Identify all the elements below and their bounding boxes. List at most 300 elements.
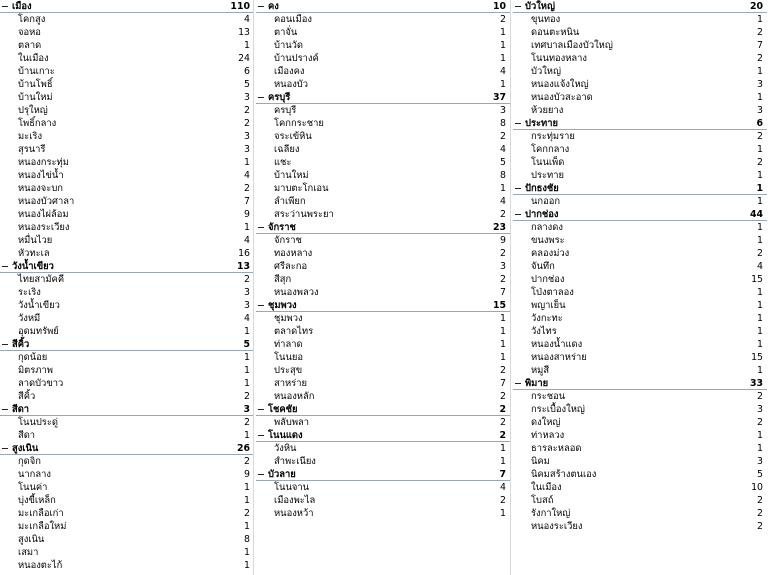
district-name: สีคิ้ว [12, 339, 30, 350]
subdistrict-count: 5 [244, 79, 250, 90]
subdistrict-count: 1 [500, 456, 506, 467]
subdistrict-count: 4 [244, 14, 250, 25]
subdistrict-row [256, 13, 510, 26]
subdistrict-row [513, 312, 767, 325]
subdistrict-count: 5 [500, 157, 506, 168]
subdistrict-name: เทศบาลเมืองบัวใหญ่ [531, 40, 613, 51]
subdistrict-row [513, 455, 767, 468]
district-header[interactable] [256, 299, 510, 312]
subdistrict-name: หนองจะบก [18, 183, 63, 194]
subdistrict-row [256, 455, 510, 468]
subdistrict-row [0, 325, 254, 338]
subdistrict-name: โนนจาน [274, 482, 310, 493]
subdistrict-row [513, 260, 767, 273]
district-header[interactable] [256, 0, 510, 13]
subdistrict-name: ตลาดไทร [274, 326, 314, 337]
subdistrict-name: โนนประดู่ [18, 417, 58, 428]
subdistrict-row [513, 520, 767, 533]
district-total: 20 [749, 1, 763, 12]
subdistrict-row [256, 377, 510, 390]
subdistrict-name: สีคิ้ว [18, 391, 36, 402]
district-header[interactable] [256, 91, 510, 104]
subdistrict-row [256, 182, 510, 195]
subdistrict-row [0, 78, 254, 91]
subdistrict-count: 4 [500, 196, 506, 207]
subdistrict-count: 2 [500, 209, 506, 220]
collapse-minus-icon[interactable] [515, 3, 521, 9]
pivot-column-2 [256, 0, 510, 520]
subdistrict-row [0, 312, 254, 325]
subdistrict-count: 1 [500, 326, 506, 337]
subdistrict-count: 7 [244, 196, 250, 207]
subdistrict-count: 2 [500, 131, 506, 142]
subdistrict-count: 1 [757, 430, 763, 441]
subdistrict-name: นากลาง [18, 469, 51, 480]
subdistrict-row [513, 390, 767, 403]
subdistrict-name: เฉลียง [274, 144, 300, 155]
collapse-minus-icon[interactable] [515, 380, 521, 386]
subdistrict-count: 1 [244, 326, 250, 337]
subdistrict-name: บ้านวัด [274, 40, 303, 51]
subdistrict-name: หนองหว้า [274, 508, 314, 519]
subdistrict-name: ตาจั่น [274, 27, 298, 38]
subdistrict-row [256, 494, 510, 507]
district-name: บัวลาย [268, 469, 296, 480]
subdistrict-count: 2 [500, 417, 506, 428]
district-header[interactable] [256, 403, 510, 416]
subdistrict-name: สีสุก [274, 274, 292, 285]
collapse-minus-icon[interactable] [258, 94, 264, 100]
subdistrict-count: 1 [244, 378, 250, 389]
subdistrict-name: หัวทะเล [18, 248, 50, 259]
district-name: พิมาย [525, 378, 549, 389]
subdistrict-name: ดอนตะหนิน [531, 27, 580, 38]
subdistrict-count: 1 [500, 27, 506, 38]
collapse-minus-icon[interactable] [2, 406, 8, 412]
subdistrict-row [0, 13, 254, 26]
district-name: ปักธงชัย [525, 183, 559, 194]
subdistrict-count: 1 [244, 560, 250, 571]
subdistrict-count: 1 [757, 92, 763, 103]
subdistrict-row [513, 247, 767, 260]
subdistrict-row [0, 416, 254, 429]
subdistrict-count: 4 [244, 235, 250, 246]
subdistrict-row [0, 91, 254, 104]
district-total: 44 [749, 209, 763, 220]
subdistrict-count: 2 [500, 495, 506, 506]
subdistrict-count: 1 [757, 313, 763, 324]
subdistrict-name: ครบุรี [274, 105, 297, 116]
subdistrict-name: หนองระเวียง [18, 222, 70, 233]
subdistrict-name: บัวใหญ่ [531, 66, 561, 77]
subdistrict-count: 2 [500, 248, 506, 259]
subdistrict-name: โคกกระชาย [274, 118, 324, 129]
subdistrict-count: 24 [238, 53, 250, 64]
subdistrict-count: 1 [244, 521, 250, 532]
subdistrict-name: นิคมสร้างตนเอง [531, 469, 597, 480]
subdistrict-name: หนองระเวียง [531, 521, 583, 532]
subdistrict-name: ในเมือง [531, 482, 562, 493]
subdistrict-count: 1 [757, 170, 763, 181]
district-header[interactable] [256, 221, 510, 234]
collapse-minus-icon[interactable] [258, 471, 264, 477]
subdistrict-row [0, 156, 254, 169]
subdistrict-row [0, 299, 254, 312]
district-header[interactable] [0, 260, 254, 273]
subdistrict-row [0, 182, 254, 195]
district-total: 1 [756, 183, 763, 194]
subdistrict-row [256, 65, 510, 78]
subdistrict-row [513, 338, 767, 351]
subdistrict-row [0, 39, 254, 52]
district-name: โนนแดง [268, 430, 303, 441]
subdistrict-row [513, 156, 767, 169]
subdistrict-count: 2 [757, 27, 763, 38]
subdistrict-name: หนองหลัก [274, 391, 315, 402]
subdistrict-row [0, 507, 254, 520]
collapse-minus-icon[interactable] [258, 406, 264, 412]
district-total: 37 [492, 92, 506, 103]
subdistrict-row [256, 351, 510, 364]
subdistrict-row [0, 468, 254, 481]
subdistrict-name: สระว่านพระยา [274, 209, 334, 220]
district-header[interactable] [0, 442, 254, 455]
subdistrict-name: จอหอ [18, 27, 41, 38]
subdistrict-name: หมูสี [531, 365, 550, 376]
subdistrict-count: 1 [500, 443, 506, 454]
subdistrict-name: บ้านใหม่ [274, 170, 309, 181]
subdistrict-count: 2 [500, 14, 506, 25]
subdistrict-count: 1 [757, 443, 763, 454]
subdistrict-name: หมื่นไวย [18, 235, 53, 246]
subdistrict-count: 1 [757, 14, 763, 25]
pivot-column-1 [0, 0, 254, 572]
subdistrict-row [256, 286, 510, 299]
district-header[interactable] [0, 0, 254, 13]
subdistrict-row [256, 390, 510, 403]
district-name: ประทาย [525, 118, 558, 129]
subdistrict-count: 1 [757, 144, 763, 155]
subdistrict-name: พญาเย็น [531, 300, 566, 311]
subdistrict-count: 2 [757, 131, 763, 142]
subdistrict-row [0, 104, 254, 117]
subdistrict-row [256, 325, 510, 338]
subdistrict-count: 3 [244, 300, 250, 311]
subdistrict-name: ปากช่อง [531, 274, 565, 285]
subdistrict-name: ไทยสามัคคี [18, 274, 65, 285]
subdistrict-name: มาบตะโกเอน [274, 183, 329, 194]
subdistrict-row [0, 52, 254, 65]
subdistrict-name: สำพะเนียง [274, 456, 316, 467]
subdistrict-row [0, 546, 254, 559]
subdistrict-row [0, 195, 254, 208]
subdistrict-row [256, 273, 510, 286]
collapse-minus-icon[interactable] [258, 432, 264, 438]
subdistrict-name: หนองน้ำแดง [531, 339, 583, 350]
subdistrict-row [256, 117, 510, 130]
subdistrict-name: กระทุ่มราย [531, 131, 575, 142]
subdistrict-row [256, 364, 510, 377]
subdistrict-count: 7 [500, 287, 506, 298]
district-total: 5 [243, 339, 250, 350]
subdistrict-count: 9 [244, 209, 250, 220]
subdistrict-count: 8 [500, 118, 506, 129]
subdistrict-count: 3 [244, 287, 250, 298]
subdistrict-row [513, 195, 767, 208]
subdistrict-name: มะเริง [18, 131, 43, 142]
subdistrict-name: ท่าหลวง [531, 430, 565, 441]
subdistrict-count: 2 [244, 183, 250, 194]
subdistrict-count: 2 [757, 391, 763, 402]
subdistrict-count: 3 [500, 261, 506, 272]
district-name: ครบุรี [268, 92, 291, 103]
subdistrict-count: 1 [244, 222, 250, 233]
subdistrict-row [256, 247, 510, 260]
district-name: สีดา [12, 404, 30, 415]
subdistrict-row [256, 78, 510, 91]
subdistrict-count: 7 [500, 378, 506, 389]
subdistrict-count: 1 [757, 196, 763, 207]
subdistrict-count: 1 [757, 287, 763, 298]
subdistrict-row [513, 442, 767, 455]
subdistrict-count: 1 [757, 300, 763, 311]
subdistrict-row [513, 169, 767, 182]
subdistrict-name: ประสุข [274, 365, 303, 376]
subdistrict-name: มิตรภาพ [18, 365, 53, 376]
district-header[interactable] [0, 403, 254, 416]
subdistrict-row [513, 26, 767, 39]
subdistrict-row [513, 221, 767, 234]
subdistrict-name: โบสถ์ [531, 495, 554, 506]
subdistrict-row [256, 169, 510, 182]
collapse-minus-icon[interactable] [2, 341, 8, 347]
subdistrict-name: ตลาด [18, 40, 42, 51]
subdistrict-row [0, 351, 254, 364]
subdistrict-name: โป่งตาลอง [531, 287, 574, 298]
subdistrict-row [0, 455, 254, 468]
subdistrict-row [256, 39, 510, 52]
district-header[interactable] [513, 182, 767, 195]
district-total: 2 [499, 430, 506, 441]
subdistrict-name: ศรีละกอ [274, 261, 308, 272]
subdistrict-count: 9 [244, 469, 250, 480]
subdistrict-row [513, 130, 767, 143]
subdistrict-row [256, 104, 510, 117]
subdistrict-row [513, 507, 767, 520]
column-divider [510, 0, 511, 575]
subdistrict-count: 2 [244, 105, 250, 116]
subdistrict-name: สีดา [18, 430, 36, 441]
subdistrict-count: 4 [244, 313, 250, 324]
subdistrict-row [256, 156, 510, 169]
subdistrict-name: สุรนารี [18, 144, 46, 155]
subdistrict-name: ปรุใหญ่ [18, 105, 48, 116]
collapse-minus-icon[interactable] [2, 3, 8, 9]
subdistrict-row [256, 442, 510, 455]
subdistrict-count: 8 [500, 170, 506, 181]
subdistrict-count: 2 [244, 118, 250, 129]
district-header[interactable] [0, 338, 254, 351]
collapse-minus-icon[interactable] [515, 185, 521, 191]
subdistrict-row [0, 130, 254, 143]
subdistrict-count: 2 [757, 417, 763, 428]
district-total: 2 [499, 404, 506, 415]
subdistrict-row [0, 208, 254, 221]
subdistrict-name: ห้วยยาง [531, 105, 564, 116]
district-name: คง [268, 1, 279, 12]
subdistrict-row [256, 312, 510, 325]
subdistrict-name: กุดน้อย [18, 352, 48, 363]
subdistrict-name: วังหิน [274, 443, 297, 454]
subdistrict-name: หนองพลวง [274, 287, 319, 298]
district-header[interactable] [513, 117, 767, 130]
collapse-minus-icon[interactable] [2, 263, 8, 269]
collapse-minus-icon[interactable] [258, 302, 264, 308]
subdistrict-row [513, 286, 767, 299]
subdistrict-count: 2 [757, 508, 763, 519]
subdistrict-count: 1 [244, 40, 250, 51]
subdistrict-row [0, 520, 254, 533]
subdistrict-name: หนองสาหร่าย [531, 352, 587, 363]
district-name: วังน้ำเขียว [12, 261, 54, 272]
subdistrict-name: ขุนทอง [531, 14, 561, 25]
subdistrict-count: 15 [751, 352, 763, 363]
subdistrict-count: 2 [500, 274, 506, 285]
subdistrict-row [513, 234, 767, 247]
subdistrict-name: วังกะทะ [531, 313, 563, 324]
subdistrict-row [0, 377, 254, 390]
district-total: 110 [230, 1, 250, 12]
subdistrict-row [0, 559, 254, 572]
subdistrict-name: กลางดง [531, 222, 563, 233]
subdistrict-name: สูงเนิน [18, 534, 45, 545]
subdistrict-name: กระชอน [531, 391, 566, 402]
subdistrict-count: 5 [757, 469, 763, 480]
subdistrict-row [513, 52, 767, 65]
subdistrict-count: 2 [244, 274, 250, 285]
subdistrict-name: ลำเพียก [274, 196, 306, 207]
collapse-minus-icon[interactable] [515, 120, 521, 126]
subdistrict-name: เสมา [18, 547, 39, 558]
subdistrict-row [0, 481, 254, 494]
district-total: 7 [499, 469, 506, 480]
subdistrict-count: 2 [244, 456, 250, 467]
district-header[interactable] [513, 208, 767, 221]
subdistrict-row [0, 429, 254, 442]
collapse-minus-icon[interactable] [2, 445, 8, 451]
subdistrict-row [256, 338, 510, 351]
subdistrict-name: หนองบัวศาลา [18, 196, 75, 207]
subdistrict-row [256, 416, 510, 429]
subdistrict-count: 1 [244, 352, 250, 363]
subdistrict-row [513, 364, 767, 377]
subdistrict-count: 1 [500, 53, 506, 64]
subdistrict-count: 3 [757, 456, 763, 467]
subdistrict-count: 15 [751, 274, 763, 285]
subdistrict-name: ในเมือง [18, 53, 49, 64]
subdistrict-count: 1 [500, 79, 506, 90]
subdistrict-row [513, 325, 767, 338]
subdistrict-name: บุ่งขี้เหล็ก [18, 495, 56, 506]
subdistrict-count: 1 [500, 508, 506, 519]
subdistrict-name: ท่าลาด [274, 339, 303, 350]
collapse-minus-icon[interactable] [258, 224, 264, 230]
subdistrict-count: 1 [757, 222, 763, 233]
subdistrict-count: 2 [244, 508, 250, 519]
district-header[interactable] [256, 429, 510, 442]
subdistrict-count: 1 [757, 326, 763, 337]
subdistrict-name: ประทาย [531, 170, 564, 181]
subdistrict-row [0, 169, 254, 182]
subdistrict-count: 10 [751, 482, 763, 493]
subdistrict-row [0, 117, 254, 130]
subdistrict-name: หนองกระทุ่ม [18, 157, 69, 168]
subdistrict-name: ลาดบัวขาว [18, 378, 64, 389]
subdistrict-row [513, 299, 767, 312]
subdistrict-name: โนนทองหลาง [531, 53, 588, 64]
subdistrict-row [256, 507, 510, 520]
district-name: ชุมพวง [268, 300, 297, 311]
subdistrict-name: กระเบื้องใหญ่ [531, 404, 585, 415]
subdistrict-row [513, 78, 767, 91]
subdistrict-name: ขนงพระ [531, 235, 565, 246]
district-header[interactable] [513, 0, 767, 13]
subdistrict-name: บ้านใหม่ [18, 92, 53, 103]
collapse-minus-icon[interactable] [258, 3, 264, 9]
subdistrict-name: ธารละหลอด [531, 443, 582, 454]
subdistrict-count: 1 [757, 66, 763, 77]
subdistrict-count: 13 [238, 27, 250, 38]
subdistrict-row [0, 234, 254, 247]
district-header[interactable] [513, 377, 767, 390]
subdistrict-row [513, 468, 767, 481]
subdistrict-count: 1 [500, 313, 506, 324]
subdistrict-name: คลองม่วง [531, 248, 570, 259]
collapse-minus-icon[interactable] [515, 211, 521, 217]
subdistrict-row [256, 52, 510, 65]
subdistrict-count: 2 [757, 53, 763, 64]
subdistrict-name: บ้านโพธิ์ [18, 79, 53, 90]
subdistrict-count: 3 [757, 105, 763, 116]
district-name: เมือง [12, 1, 32, 12]
subdistrict-name: วังน้ำเขียว [18, 300, 60, 311]
subdistrict-row [256, 234, 510, 247]
subdistrict-name: หนองบัว [274, 79, 309, 90]
subdistrict-name: โคกสูง [18, 14, 46, 25]
district-total: 10 [492, 1, 506, 12]
subdistrict-count: 9 [500, 235, 506, 246]
subdistrict-count: 3 [244, 92, 250, 103]
district-total: 13 [236, 261, 250, 272]
district-name: โชคชัย [268, 404, 298, 415]
subdistrict-count: 1 [244, 495, 250, 506]
subdistrict-count: 16 [238, 248, 250, 259]
subdistrict-count: 2 [500, 365, 506, 376]
subdistrict-row [256, 481, 510, 494]
subdistrict-count: 3 [757, 404, 763, 415]
subdistrict-name: หนองแจ้งใหญ่ [531, 79, 589, 90]
subdistrict-count: 2 [757, 521, 763, 532]
subdistrict-row [513, 91, 767, 104]
subdistrict-count: 2 [757, 157, 763, 168]
subdistrict-name: รังกาใหญ่ [531, 508, 571, 519]
subdistrict-count: 4 [500, 144, 506, 155]
subdistrict-row [256, 143, 510, 156]
subdistrict-name: กุดจิก [18, 456, 41, 467]
district-header[interactable] [256, 468, 510, 481]
subdistrict-name: อุดมทรัพย์ [18, 326, 59, 337]
subdistrict-row [0, 247, 254, 260]
